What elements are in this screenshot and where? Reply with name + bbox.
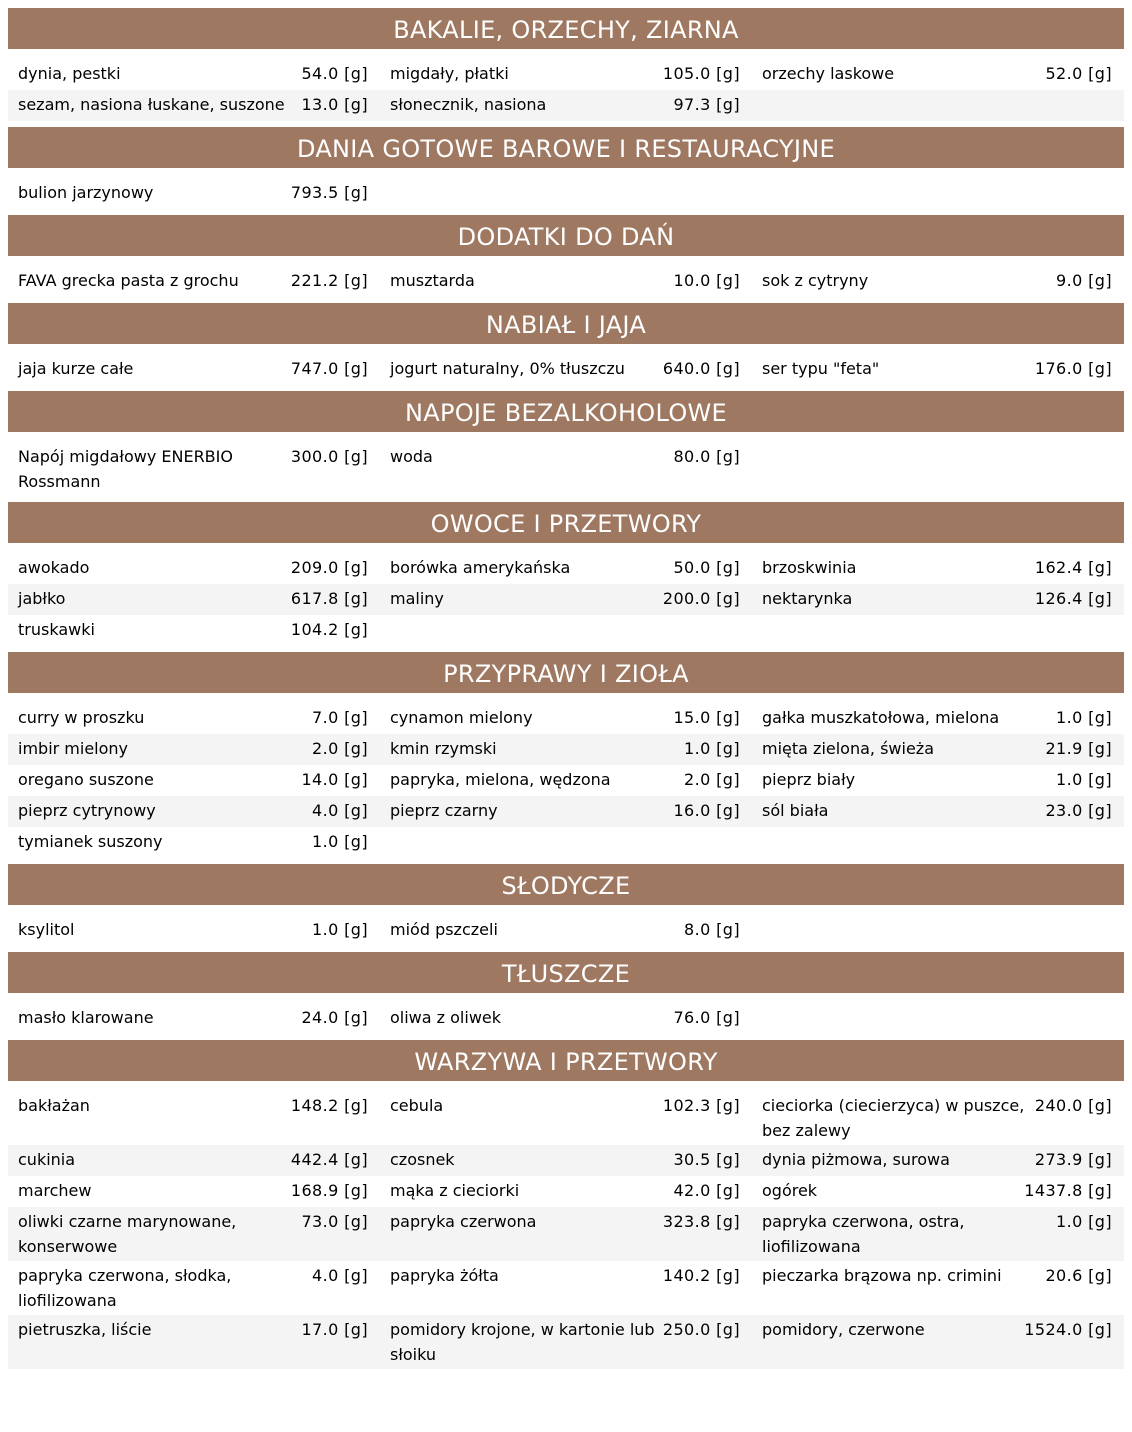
item-name: jogurt naturalny, 0% tłuszczu — [390, 359, 625, 378]
item-row — [8, 59, 1124, 90]
list-item — [8, 266, 380, 297]
item-row — [8, 266, 1124, 297]
item-row — [8, 553, 1124, 584]
list-item — [752, 1176, 1124, 1207]
item-quantity: 15.0 [g] — [673, 708, 740, 727]
item-name: truskawki — [18, 620, 95, 639]
item-quantity: 140.2 [g] — [662, 1266, 740, 1285]
category-header: TŁUSZCZE — [8, 952, 1124, 993]
list-item — [752, 584, 1124, 615]
item-quantity: 97.3 [g] — [673, 95, 740, 114]
list-item — [8, 584, 380, 615]
category-items — [8, 344, 1124, 391]
list-item — [752, 59, 1124, 90]
list-item — [380, 1315, 752, 1369]
list-item — [8, 915, 380, 946]
item-name: papryka czerwona, słodka, liofilizowana — [18, 1266, 232, 1310]
item-name: papryka, mielona, wędzona — [390, 770, 611, 789]
item-quantity: 104.2 [g] — [290, 620, 368, 639]
category-items — [8, 1081, 1124, 1375]
item-name: FAVA grecka pasta z grochu — [18, 271, 239, 290]
item-name: migdały, płatki — [390, 64, 509, 83]
list-item — [380, 442, 752, 496]
item-quantity: 747.0 [g] — [290, 359, 368, 378]
item-row — [8, 703, 1124, 734]
category-section — [8, 303, 1124, 391]
item-name: słonecznik, nasiona — [390, 95, 547, 114]
item-quantity: 2.0 [g] — [312, 739, 368, 758]
item-name: sezam, nasiona łuskane, suszone — [18, 95, 285, 114]
list-item — [752, 354, 1124, 385]
item-quantity: 148.2 [g] — [290, 1096, 368, 1115]
list-item — [380, 59, 752, 90]
list-item — [380, 90, 752, 121]
item-quantity: 2.0 [g] — [684, 770, 740, 789]
list-item — [752, 553, 1124, 584]
category-section — [8, 215, 1124, 303]
category-items — [8, 993, 1124, 1040]
category-section — [8, 8, 1124, 127]
item-quantity: 1.0 [g] — [312, 832, 368, 851]
item-quantity: 617.8 [g] — [290, 589, 368, 608]
item-name: pieczarka brązowa np. crimini — [762, 1266, 1002, 1285]
item-row — [8, 178, 1124, 209]
item-name: imbir mielony — [18, 739, 129, 758]
item-name: ser typu "feta" — [762, 359, 880, 378]
category-header: OWOCE I PRZETWORY — [8, 502, 1124, 543]
list-item — [752, 1261, 1124, 1315]
item-name: awokado — [18, 558, 90, 577]
item-quantity: 4.0 [g] — [312, 801, 368, 820]
list-item — [8, 354, 380, 385]
list-item — [8, 90, 380, 121]
item-name: maliny — [390, 589, 444, 608]
item-name: Napój migdałowy ENERBIO Rossmann — [18, 447, 233, 491]
item-row — [8, 615, 1124, 646]
item-name: czosnek — [390, 1150, 455, 1169]
list-item — [380, 1003, 752, 1034]
category-items — [8, 693, 1124, 864]
list-item — [380, 915, 752, 946]
list-item — [380, 584, 752, 615]
list-item — [752, 703, 1124, 734]
item-name: mąka z cieciorki — [390, 1181, 520, 1200]
list-item — [8, 796, 380, 827]
item-row — [8, 584, 1124, 615]
item-quantity: 50.0 [g] — [673, 558, 740, 577]
item-name: sól biała — [762, 801, 829, 820]
item-name: ksylitol — [18, 920, 75, 939]
list-item — [380, 1145, 752, 1176]
item-quantity: 24.0 [g] — [301, 1008, 368, 1027]
item-name: papryka czerwona, ostra, liofilizowana — [762, 1212, 965, 1256]
category-header: DANIA GOTOWE BAROWE I RESTAURACYJNE — [8, 127, 1124, 168]
list-item — [752, 796, 1124, 827]
list-item — [8, 59, 380, 90]
item-quantity: 1524.0 [g] — [1024, 1320, 1112, 1339]
item-quantity: 793.5 [g] — [290, 183, 368, 202]
item-row — [8, 1315, 1124, 1369]
item-quantity: 162.4 [g] — [1034, 558, 1112, 577]
item-name: oliwki czarne marynowane, konserwowe — [18, 1212, 237, 1256]
list-item — [380, 354, 752, 385]
category-items — [8, 543, 1124, 652]
list-item — [8, 1145, 380, 1176]
item-name: cynamon mielony — [390, 708, 533, 727]
list-item — [752, 266, 1124, 297]
item-row — [8, 1261, 1124, 1315]
list-item — [752, 734, 1124, 765]
item-name: pieprz czarny — [390, 801, 498, 820]
item-quantity: 76.0 [g] — [673, 1008, 740, 1027]
item-quantity: 102.3 [g] — [662, 1096, 740, 1115]
item-quantity: 1.0 [g] — [1056, 708, 1112, 727]
item-quantity: 168.9 [g] — [290, 1181, 368, 1200]
item-name: oregano suszone — [18, 770, 154, 789]
category-header: NABIAŁ I JAJA — [8, 303, 1124, 344]
item-name: pomidory, czerwone — [762, 1320, 925, 1339]
category-items — [8, 256, 1124, 303]
item-quantity: 1.0 [g] — [312, 920, 368, 939]
item-quantity: 54.0 [g] — [301, 64, 368, 83]
list-item — [8, 178, 380, 209]
list-item — [380, 703, 752, 734]
item-row — [8, 90, 1124, 121]
list-item — [8, 553, 380, 584]
item-row — [8, 1145, 1124, 1176]
category-header: WARZYWA I PRZETWORY — [8, 1040, 1124, 1081]
list-item — [8, 1003, 380, 1034]
item-quantity: 21.9 [g] — [1045, 739, 1112, 758]
list-item — [8, 1091, 380, 1145]
list-item — [8, 734, 380, 765]
item-quantity: 80.0 [g] — [673, 447, 740, 466]
category-items — [8, 49, 1124, 127]
item-quantity: 10.0 [g] — [673, 271, 740, 290]
list-item — [752, 1091, 1124, 1145]
item-quantity: 240.0 [g] — [1034, 1096, 1112, 1115]
item-quantity: 42.0 [g] — [673, 1181, 740, 1200]
list-item — [380, 1176, 752, 1207]
item-name: bulion jarzynowy — [18, 183, 154, 202]
item-quantity: 1.0 [g] — [1056, 770, 1112, 789]
item-quantity: 126.4 [g] — [1034, 589, 1112, 608]
item-quantity: 8.0 [g] — [684, 920, 740, 939]
item-quantity: 17.0 [g] — [301, 1320, 368, 1339]
item-row — [8, 442, 1124, 496]
item-quantity: 300.0 [g] — [290, 447, 368, 466]
item-quantity: 250.0 [g] — [662, 1320, 740, 1339]
item-name: pomidory krojone, w kartonie lub słoiku — [390, 1320, 655, 1364]
item-name: cebula — [390, 1096, 444, 1115]
item-name: mięta zielona, świeża — [762, 739, 934, 758]
item-name: dynia piżmowa, surowa — [762, 1150, 950, 1169]
list-item — [8, 765, 380, 796]
list-item — [8, 1176, 380, 1207]
item-quantity: 20.6 [g] — [1045, 1266, 1112, 1285]
item-name: papryka czerwona — [390, 1212, 537, 1231]
item-quantity: 16.0 [g] — [673, 801, 740, 820]
category-items — [8, 168, 1124, 215]
item-name: masło klarowane — [18, 1008, 154, 1027]
item-name: miód pszczeli — [390, 920, 498, 939]
list-item — [8, 1315, 380, 1369]
item-row — [8, 1176, 1124, 1207]
list-item — [8, 703, 380, 734]
item-row — [8, 915, 1124, 946]
item-name: brzoskwinia — [762, 558, 857, 577]
category-section — [8, 391, 1124, 502]
list-item — [380, 765, 752, 796]
category-section — [8, 502, 1124, 652]
item-name: musztarda — [390, 271, 475, 290]
category-section — [8, 1040, 1124, 1375]
item-name: bakłażan — [18, 1096, 90, 1115]
item-row — [8, 1207, 1124, 1261]
item-quantity: 4.0 [g] — [312, 1266, 368, 1285]
item-quantity: 640.0 [g] — [662, 359, 740, 378]
category-items — [8, 905, 1124, 952]
item-row — [8, 354, 1124, 385]
item-name: curry w proszku — [18, 708, 145, 727]
category-header: SŁODYCZE — [8, 864, 1124, 905]
item-name: papryka żółta — [390, 1266, 499, 1285]
item-name: tymianek suszony — [18, 832, 163, 851]
item-name: ogórek — [762, 1181, 818, 1200]
item-quantity: 221.2 [g] — [290, 271, 368, 290]
item-quantity: 1437.8 [g] — [1024, 1181, 1112, 1200]
item-name: pietruszka, liście — [18, 1320, 152, 1339]
category-header: DODATKI DO DAŃ — [8, 215, 1124, 256]
item-row — [8, 1003, 1124, 1034]
item-quantity: 442.4 [g] — [290, 1150, 368, 1169]
item-quantity: 14.0 [g] — [301, 770, 368, 789]
item-quantity: 30.5 [g] — [673, 1150, 740, 1169]
item-name: sok z cytryny — [762, 271, 869, 290]
item-name: kmin rzymski — [390, 739, 497, 758]
item-name: gałka muszkatołowa, mielona — [762, 708, 1000, 727]
item-quantity: 176.0 [g] — [1034, 359, 1112, 378]
item-name: pieprz biały — [762, 770, 856, 789]
category-header: PRZYPRAWY I ZIOŁA — [8, 652, 1124, 693]
item-name: cieciorka (ciecierzyca) w puszce, bez zalewy — [762, 1096, 1025, 1140]
list-item — [380, 266, 752, 297]
list-item — [380, 553, 752, 584]
list-item — [380, 1261, 752, 1315]
category-items — [8, 432, 1124, 502]
category-section — [8, 652, 1124, 864]
item-quantity: 209.0 [g] — [290, 558, 368, 577]
item-quantity: 323.8 [g] — [662, 1212, 740, 1231]
item-name: nektarynka — [762, 589, 853, 608]
item-name: jaja kurze całe — [18, 359, 134, 378]
item-quantity: 52.0 [g] — [1045, 64, 1112, 83]
item-row — [8, 734, 1124, 765]
list-item — [8, 442, 380, 496]
item-quantity: 200.0 [g] — [662, 589, 740, 608]
item-row — [8, 827, 1124, 858]
item-name: oliwa z oliwek — [390, 1008, 502, 1027]
item-quantity: 1.0 [g] — [1056, 1212, 1112, 1231]
category-section — [8, 864, 1124, 952]
list-item — [380, 796, 752, 827]
item-quantity: 13.0 [g] — [301, 95, 368, 114]
item-quantity: 105.0 [g] — [662, 64, 740, 83]
item-name: woda — [390, 447, 433, 466]
list-item — [380, 1207, 752, 1261]
item-quantity: 7.0 [g] — [312, 708, 368, 727]
category-section — [8, 127, 1124, 215]
list-item — [380, 1091, 752, 1145]
item-name: pieprz cytrynowy — [18, 801, 156, 820]
item-quantity: 273.9 [g] — [1034, 1150, 1112, 1169]
item-quantity: 1.0 [g] — [684, 739, 740, 758]
item-quantity: 73.0 [g] — [301, 1212, 368, 1231]
category-header: NAPOJE BEZALKOHOLOWE — [8, 391, 1124, 432]
item-row — [8, 1091, 1124, 1145]
list-item — [380, 734, 752, 765]
item-name: marchew — [18, 1181, 92, 1200]
item-quantity: 9.0 [g] — [1056, 271, 1112, 290]
list-item — [8, 1261, 380, 1315]
list-item — [8, 1207, 380, 1261]
item-name: borówka amerykańska — [390, 558, 571, 577]
item-row — [8, 765, 1124, 796]
item-name: cukinia — [18, 1150, 76, 1169]
list-item — [752, 1315, 1124, 1369]
list-item — [752, 1207, 1124, 1261]
list-item — [8, 827, 380, 858]
item-row — [8, 796, 1124, 827]
item-name: dynia, pestki — [18, 64, 121, 83]
category-section — [8, 952, 1124, 1040]
item-quantity: 23.0 [g] — [1045, 801, 1112, 820]
list-item — [752, 765, 1124, 796]
item-name: orzechy laskowe — [762, 64, 895, 83]
item-name: jabłko — [18, 589, 66, 608]
list-item — [8, 615, 380, 646]
category-header: BAKALIE, ORZECHY, ZIARNA — [8, 8, 1124, 49]
list-item — [752, 1145, 1124, 1176]
